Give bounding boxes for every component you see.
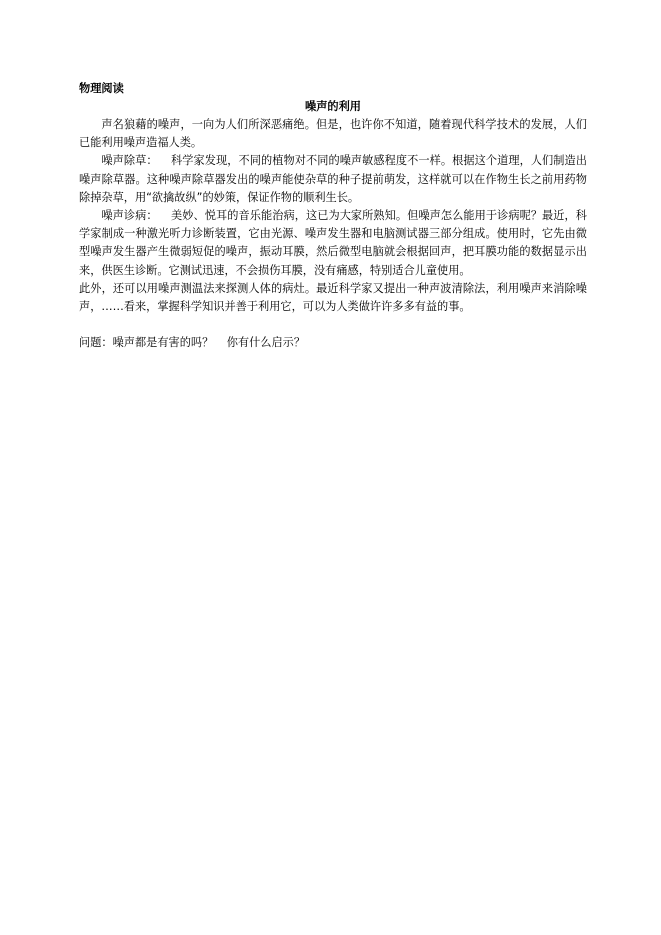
weeding-text: 科学家发现，不同的植物对不同的噪声敏感程度不一样。根据这个道理，人们制造出噪声除草器。这种噪声除草器发出的噪声能使杂草的种子提前萌发，这样就可以在作物生长之前用药物除掉杂草，用“欲擒故纵”的妙策，保证作物的顺利生长。 bbox=[79, 154, 587, 204]
section-label: 物理阅读 bbox=[79, 82, 124, 95]
question-line bbox=[79, 334, 587, 352]
weeding-label: 噪声除草： bbox=[101, 154, 158, 168]
diagnosis-text: 美妙、悦耳的音乐能治病，这已为大家所熟知。但噪声怎么能用于诊病呢？最近，科学家制成一种激光听力诊断装置，它由光源、噪声发生器和电脑测试器三部分组成。使用时，它先由微型噪声发生器产生微弱短促的噪声，振动耳膜，然后微型电脑就会根据回声，把耳膜功能的数据显示出来，供医生诊断。它测试迅速，不会损伤耳膜，没有痛感，特别适合儿童使用。 bbox=[79, 209, 587, 277]
article-title: 噪声的利用 bbox=[305, 100, 361, 113]
diagnosis-paragraph bbox=[79, 207, 587, 280]
intro-paragraph: 声名狼藉的噪声，一向为人们所深恶痛绝。但是，也许你不知道，随着现代科学技术的发展，人们已能利用噪声造福人类。 bbox=[79, 118, 587, 150]
closing-paragraph: 此外，还可以用噪声测温法来探测人体的病灶。最近科学家又提出一种声波清除法，利用噪声来消除噪声，……看来，掌握科学知识并善于利用它，可以为人类做许许多多有益的事。 bbox=[79, 281, 587, 314]
question-text-2: 你有什么启示？ bbox=[226, 336, 306, 350]
weeding-paragraph bbox=[79, 152, 587, 207]
question-text-1: 问题：噪声都是有害的吗？ bbox=[79, 336, 214, 350]
document-body bbox=[79, 80, 587, 352]
diagnosis-label: 噪声诊病： bbox=[101, 209, 158, 223]
